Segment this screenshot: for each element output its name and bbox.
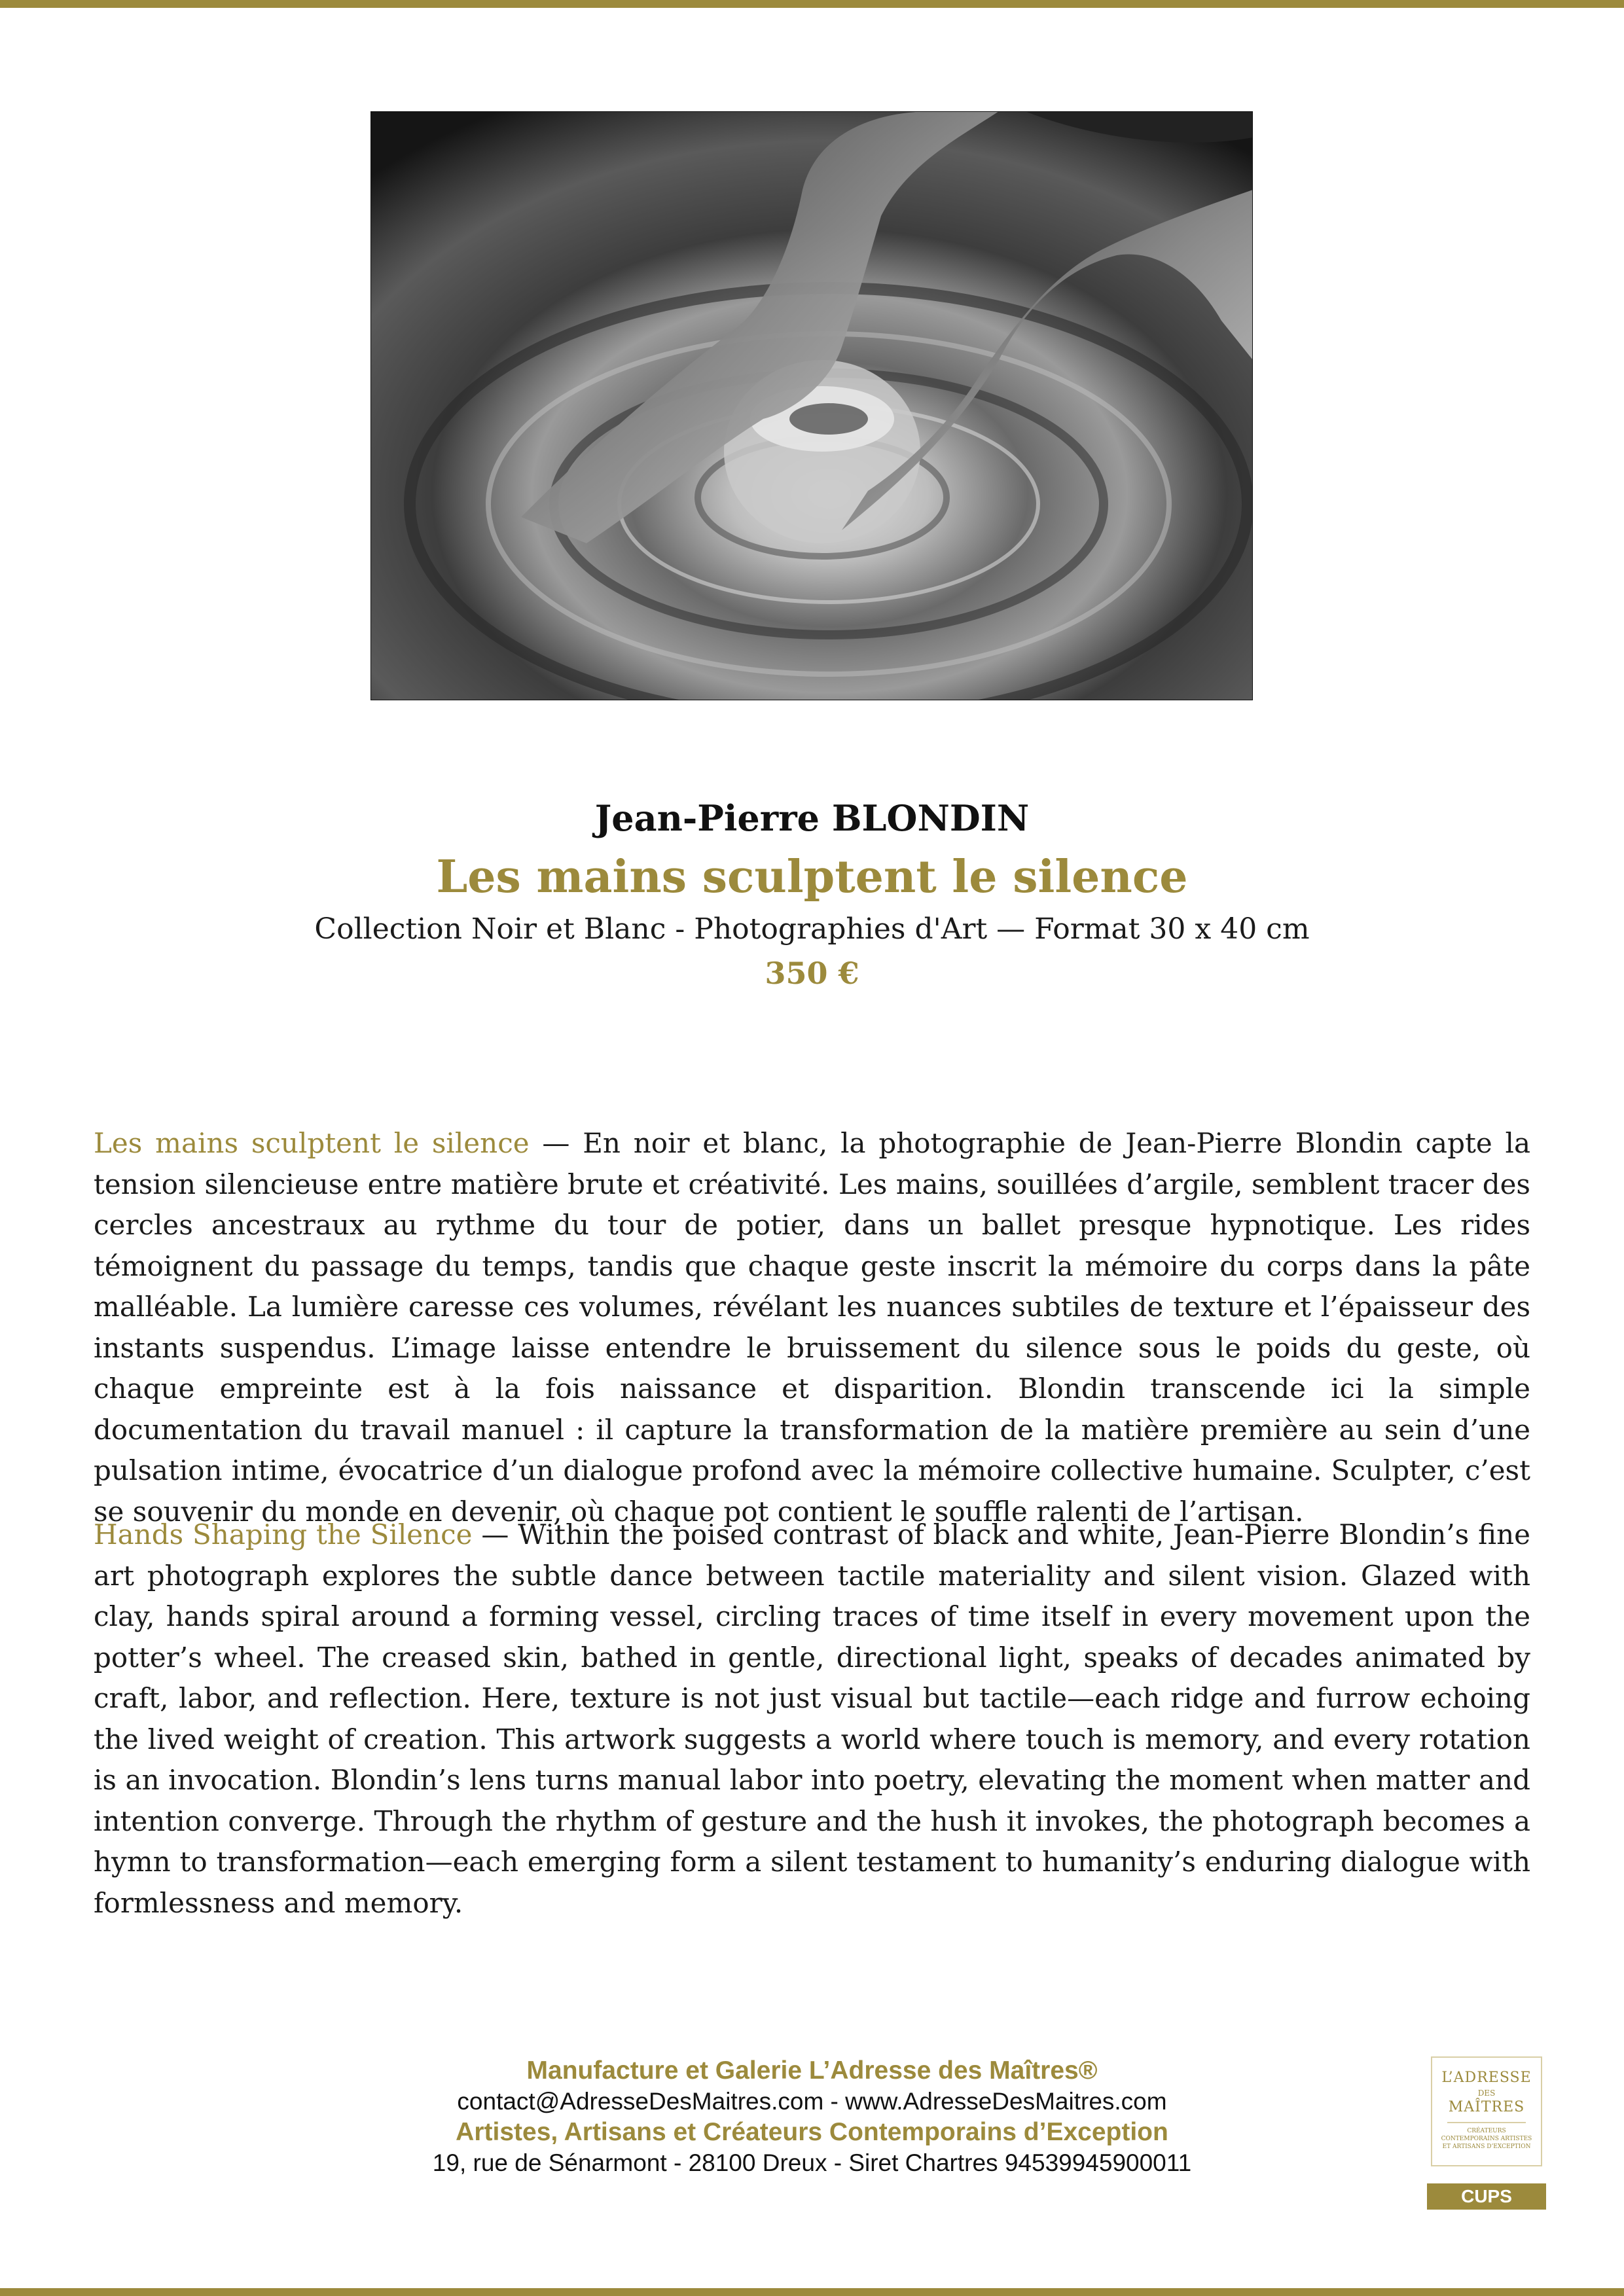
top-border	[0, 0, 1624, 8]
description-french	[94, 1123, 1530, 1532]
description-english-text: — Within the poised contrast of black and white, Jean-Pierre Blondin’s fine art photograph explores the subtle dance between tactile materiality and silent vision. Glazed with clay, hands spiral around a forming vessel, circling traces of time itself in every movement upon the potter’s wheel. The creased skin, bathed in gentle, directional light, speaks of decades animated by craft, labor, and reflection. Here, texture is not just visual but tactile—each ridge and furrow echoing the lived weight of creation. This artwork suggests a world where touch is memory, and every rotation is an invocation. Blondin’s lens turns manual labor into poetry, elevating the moment when matter and intention converge. Through the rhythm of gesture and the hush it invokes, the photograph becomes a hymn to transformation—each emerging form a silent testament to humanity’s enduring dialogue with formlessness and memory.	[94, 1518, 1530, 1919]
logo-divider	[1447, 2122, 1526, 2123]
footer-tagline: Artistes, Artisans et Créateurs Contemporains d’Exception	[456, 2118, 1168, 2146]
pottery-wheel-illustration	[370, 111, 1253, 700]
gallery-logo	[1431, 2056, 1542, 2166]
description-english-lead: Hands Shaping the Silence	[94, 1518, 473, 1551]
artwork-subtitle: Collection Noir et Blanc - Photographies d'Art — Format 30 x 40 cm	[314, 912, 1310, 946]
category-badge: CUPS	[1427, 2183, 1546, 2210]
logo-line-4: CRÉATEURS CONTEMPORAINS ARTISTES ET ARTISANS D’EXCEPTION	[1441, 2128, 1532, 2150]
footer	[0, 2055, 1624, 2178]
logo-line-2: DES	[1477, 2089, 1496, 2098]
artwork-photo	[370, 111, 1253, 700]
footer-company: Manufacture et Galerie L’Adresse des Maîtres®	[526, 2056, 1098, 2085]
artwork-price: 350 €	[765, 956, 859, 991]
footer-contact: contact@AdresseDesMaitres.com - www.AdresseDesMaitres.com	[457, 2088, 1167, 2115]
logo-line-1: L’ADRESSE	[1441, 2070, 1532, 2086]
footer-address: 19, rue de Sénarmont - 28100 Dreux - Siret Chartres 94539945900011	[432, 2149, 1192, 2176]
artwork-title: Les mains sculptent le silence	[436, 851, 1188, 903]
description-french-lead: Les mains sculptent le silence	[94, 1127, 530, 1159]
artist-name: Jean-Pierre BLONDIN	[594, 797, 1030, 839]
description-english	[94, 1515, 1530, 1924]
description-french-text: — En noir et blanc, la photographie de Jean-Pierre Blondin capte la tension silencieuse entre matière brute et créativité. Les mains, souillées d’argile, semblent tracer des cercles ancestraux au rythme du tour de potier, dans un ballet presque hypnotique. Les rides témoignent du passage du temps, tandis que chaque geste inscrit la mémoire du corps dans la pâte malléable. La lumière caresse ces volumes, révélant les nuances subtiles de texture et l’épaisseur des instants suspendus. L’image laisse entendre le bruissement du silence sous le poids du geste, où chaque empreinte est à la fois naissance et disparition. Blondin transcende ici la simple documentation du travail manuel : il capture la transformation de la matière première au sein d’une pulsation intime, évocatrice d’un dialogue profond avec la mémoire collective humaine. Sculpter, c’est se souvenir du monde en devenir, où chaque pot contient le souffle ralenti de l’artisan.	[94, 1127, 1530, 1528]
bottom-border	[0, 2288, 1624, 2296]
logo-line-3: MAÎTRES	[1448, 2099, 1525, 2115]
